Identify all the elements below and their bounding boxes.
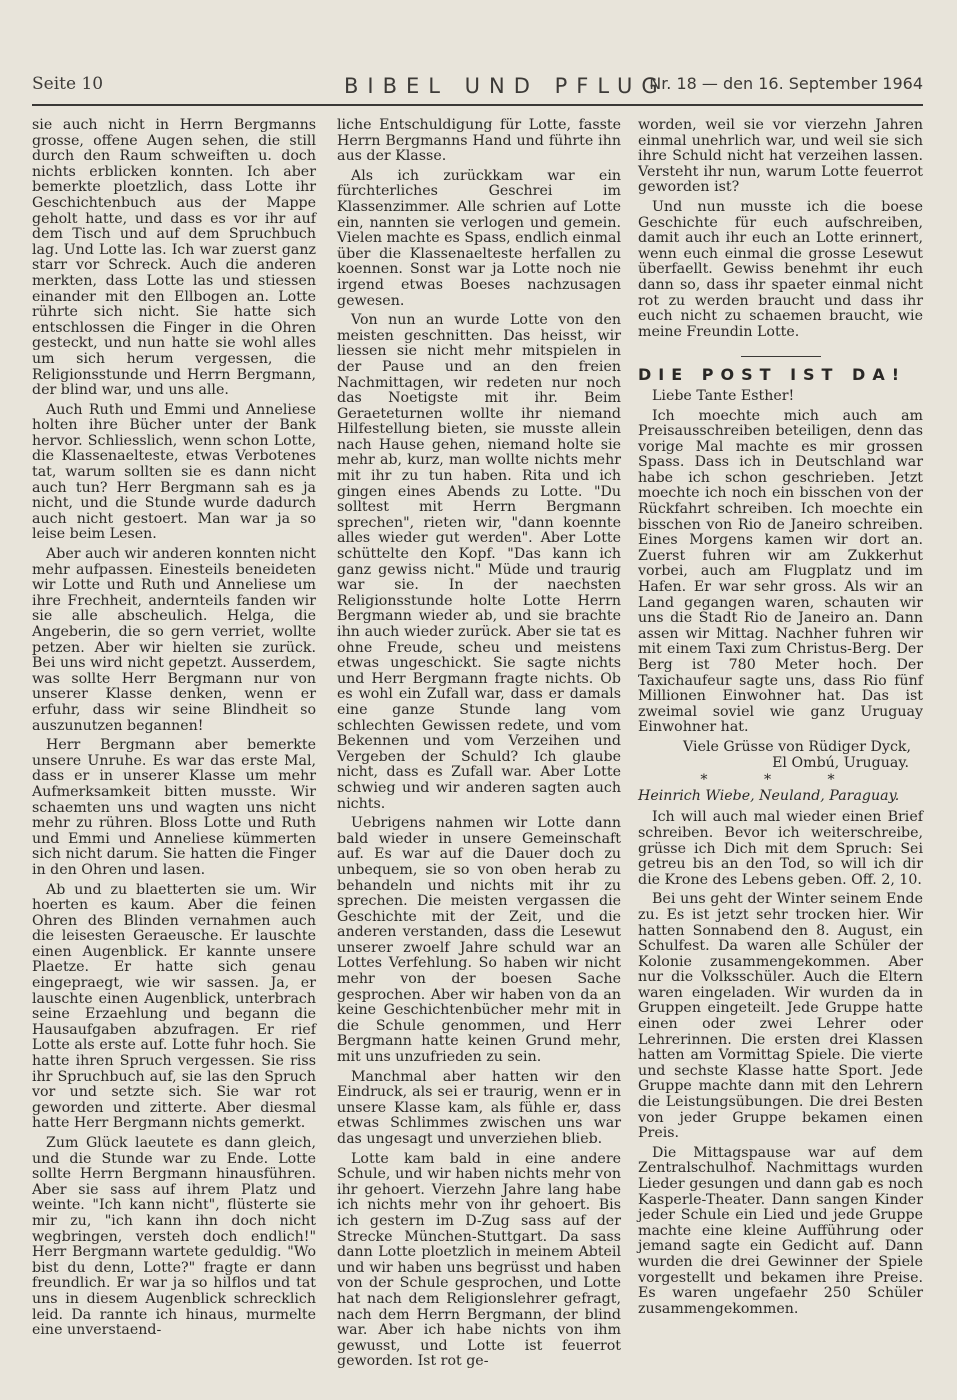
column-1 — [32, 118, 316, 1343]
paragraph: Herr Bergmann aber bemerkte unsere Unruhe. Es war das erste Mal, dass er in unserer Klasse um mehr Aufmerksamkeit bitten musste. Wir schaemten uns und wagten uns nicht mehr zu rühren. Bloss Lotte und Ruth und Emmi und Anneliese kümmerten sich nicht darum. Sie hatten die Finger in den Ohren und lasen. — [32, 737, 316, 878]
letter-signature: Viele Grüsse von Rüdiger Dyck, — [683, 738, 911, 755]
paragraph: Die Mittagspause war auf dem Zentralschulhof. Nachmittags wurden Lieder gesungen und dann gab es noch Kasperle-Theater. Dann sangen Kinder jeder Schule ein Lied und jede Gruppe machte eine kleine Aufführung oder jemand sagte ein Gedicht auf. Dann wurden die drei Gewinner der Spiele vorgestellt und bekamen ihre Preise. Es waren ungefaehr 250 Schüler zusammengekommen. — [638, 1144, 923, 1317]
paragraph: Manchmal aber hatten wir den Eindruck, als sei er traurig, wenn er in unsere Klasse kam, als fühle er, dass etwas Schlimmes zwischen uns war das ungesagt und unverziehen blieb. — [337, 1068, 621, 1147]
paragraph: Zum Glück laeutete es dann gleich, und die Stunde war zu Ende. Lotte sollte Herrn Bergmann hinausführen. Aber sie sass auf ihrem Platz und weinte. "Ich kann nicht", flüsterte sie mir zu, "ich kann ihn doch nicht wegbringen, versteh doch endlich!" Herr Bergmann wartete geduldig. "Wo bist du denn, Lotte?" fragte er dann freundlich. Er war ja so hilflos und tat uns in diesem Augenblick schrecklich leid. Da rannte ich hinaus, murmelte eine unverstaend- — [32, 1135, 316, 1339]
paragraph: Ich moechte mich auch am Preisausschreiben beteiligen, denn das vorige Mal machte es mir grossen Spass. Dass ich in Deutschland war habe ich schon geschrieben. Jetzt moechte ich noch ein bisschen von der Rückfahrt schreiben. Ich moechte ein bisschen von Rio de Janeiro schreiben. Eines Morgens kamen wir dort an. Zuerst fuhren wir am Zukkerhut vorbei, auch am Flugplatz und im Hafen. Er war sehr gross. Als wir an Land gegangen waren, schauten wir uns die Stadt Rio de Janeiro an. Dann assen wir Mittag. Nachher fuhren wir mit einem Taxi zum Christus-Berg. Der Berg ist 780 Meter hoch. Der Taxichaufeur sagte uns, dass Rio fünf Millionen Einwohner hat. Das ist zweimal soviel wie ganz Uruguay Einwohner hat. — [638, 407, 923, 736]
issue-date: Nr. 18 — den 16. September 1964 — [649, 74, 923, 93]
paragraph: Auch Ruth und Emmi und Anneliese holten ihre Bücher unter der Bank hervor. Schliesslich, wenn schon Lotte, die Klassenaelteste, etwas Verbotenes tat, warum sollten sie es dann nicht auch tun? Herr Bergmann sah es ja nicht, und die Stunde wurde dadurch auch nicht gestoert. Man war ja so leise beim Lesen. — [32, 401, 316, 543]
paragraph: sie auch nicht in Herrn Bergmanns grosse, offene Augen sehen, die still durch den Raum schweiften u. doch nichts erblicken konnten. Ich aber bemerkte ploetzlich, dass Lotte ihr Geschichtenbuch aus der Mappe geholt hatte, und dass es vor ihr auf dem Tisch und auf dem Spruchbuch lag. Und Lotte las. Ich war zuerst ganz starr vor Schreck. Auch die anderen merkten, dass Lotte las und stiessen einander mit den Ellbogen an. Lotte rührte sich nicht. Sie hatte sich entschlossen die Finger in die Ohren gesteckt, und nun hatte sie wohl alles um sich herum vergessen, die Religionsstunde und Herrn Bergmann, der blind war, und uns alle. — [32, 117, 316, 399]
letter-sender: Heinrich Wiebe, Neuland, Paraguay. — [638, 787, 900, 804]
column-2 — [337, 118, 621, 1374]
paragraph: Ab und zu blaetterten sie um. Wir hoerten es kaum. Aber die feinen Ohren des Blinden vernahmen auch die leisesten Geraeusche. Er lauschte einen Augenblick. Er kannte unsere Plaetze. Er hatte sich genau eingepraegt, wie wir sassen. Ja, er lauschte einen Augenblick, unterbrach seine Erzaehlung und begann die Hausaufgaben abzufragen. Er rief Lotte als erste auf. Lotte fuhr hoch. Sie hatte ihren Spruch vergessen. Sie riss ihr Spruchbuch auf, sie las den Spruch vor und setzte sich. Sie war rot geworden und zitterte. Aber diesmal hatte Herr Bergmann nichts gemerkt. — [32, 881, 316, 1132]
section-divider — [741, 356, 821, 357]
paragraph: Bei uns geht der Winter seinem Ende zu. Es ist jetzt sehr trocken hier. Wir hatten Sonnabend den 8. August, ein Schulfest. Da waren alle Schüler der Kolonie zusammengekommen. Aber nur die Volksschüler. Auch die Eltern waren eingeladen. Wir wurden da in Gruppen eingeteilt. Jede Gruppe hatte einen oder zwei Lehrer oder Lehrerinnen. Die ersten drei Klassen hatten am Vormittag Spiele. Die vierte und sechste Klasse hatte Sport. Jede Gruppe machte dann mit den Lehrern die Leistungsübungen. Die drei Besten von jeder Gruppe bekamen einen Preis. — [638, 891, 923, 1142]
paragraph: Uebrigens nahmen wir Lotte dann bald wieder in unsere Gemeinschaft auf. Es war auf die Dauer doch zu unbequem, sie so von oben herab zu behandeln und nichts mit ihr zu sprechen. Die meisten vergassen die Geschichte mit der Zeit, und die anderen verstanden, dass die Lesewut unserer zwoelf Jahre schuld war an Lottes Verfehlung. So haben wir nicht mehr von der boesen Sache gesprochen. Aber wir haben von da an keine Geschichtenbücher mehr mit in die Schule genommen, und Herr Bergmann hatte keinen Grund mehr, mit uns unzufrieden zu sein. — [337, 815, 621, 1066]
paragraph: Aber auch wir anderen konnten nicht mehr aufpassen. Einesteils beneideten wir Lotte und Ruth und Anneliese um ihre Frechheit, andernteils fanden wir sie alle abscheulich. Helga, die Angeberin, die so gern verriet, wollte petzen. Aber wir hielten sie zurück. Bei uns wird nicht gepetzt. Ausserdem, was sollte Herr Bergmann nur von unserer Klasse denken, wenn er erfuhr, dass wir seine Blindheit so auszunutzen begannen! — [32, 546, 316, 734]
letter-greeting: Liebe Tante Esther! — [652, 387, 795, 404]
page-header — [32, 72, 923, 106]
paragraph: Ich will auch mal wieder einen Brief schreiben. Bevor ich weiterschreibe, grüsse ich Dich mit dem Spruch: Sei getreu bis an den Tod, so will ich dir die Krone des Lebens geben. Off. 2, 10. — [638, 809, 923, 888]
paragraph: Als ich zurückkam war ein fürchterliches Geschrei im Klassenzimmer. Alle schrien auf Lotte ein, nannten sie verlogen und gemein. Vielen machte es Spass, endlich einmal über die Klassenaelteste herfallen zu koennen. Sonst war ja Lotte noch nie irgend etwas Boeses nachzusagen gewesen. — [337, 167, 621, 309]
separator-stars: * * * — [700, 772, 861, 789]
column-3 — [638, 118, 923, 1321]
letter-signature-place: El Ombú, Uruguay. — [772, 754, 909, 771]
section-title-post: DIE POST IST DA! — [638, 365, 906, 385]
page-number: Seite 10 — [32, 74, 104, 94]
publication-title: BIBEL UND PFLUG — [344, 74, 667, 98]
paragraph: liche Entschuldigung für Lotte, fasste Herrn Bergmanns Hand und führte ihn aus der Klasse. — [337, 117, 621, 165]
paragraph: Von nun an wurde Lotte von den meisten geschnitten. Das heisst, wir liessen sie nicht mehr mitspielen in der Pause und an den freien Nachmittagen, wir redeten nur noch das Noetigste mit ihr. Beim Geraeteturnen wollte ihr niemand Hilfestellung bieten, sie musste allein nach Hause gehen, niemand holte sie mehr ab, kurz, man wollte nichts mehr mit ihr zu tun haben. Rita und ich gingen eines Abends zu Lotte. "Du solltest mit Herrn Bergmann sprechen", rieten wir, "dann koennte alles wieder gut werden". Aber Lotte schüttelte den Kopf. "Das kann ich ganz gewiss nicht." Müde und traurig war sie. In der naechsten Religionsstunde holte Lotte Herrn Bergmann wieder ab, und sie brachte ihn auch wieder zurück. Aber sie tat es ohne Freude, scheu und meistens etwas ungeschickt. Sie sagte nichts und Herr Bergmann fragte nichts. Ob es wohl ein Zufall war, dass er damals eine ganze Stunde lang vom schlechten Gewissen redete, und vom Bekennen und vom Verzeihen und Vergeben der Schuld? Ich glaube nicht, dass es Zufall war. Aber Lotte schwieg und wir anderen sagten auch nichts. — [337, 312, 621, 812]
paragraph: Und nun musste ich die boese Geschichte für euch aufschreiben, damit auch ihr euch an Lotte erinnert, wenn euch einmal die grosse Lesewut überfaellt. Gewiss benehmt ihr euch dann so, dass ihr spaeter einmal nicht rot zu werden braucht und dass ihr euch nicht zu schaemen braucht, wie meine Freundin Lotte. — [638, 198, 923, 340]
paragraph: Lotte kam bald in eine andere Schule, und wir haben nichts mehr von ihr gehoert. Vierzehn Jahre lang habe ich nichts mehr von ihr gehoert. Bis ich gestern im D-Zug sass auf der Strecke München-Stuttgart. Da sass dann Lotte ploetzlich in meinem Abteil und wir haben uns begrüsst und haben von der Schule gesprochen, und Lotte hat nach dem Religionslehrer gefragt, nach dem Herrn Bergmann, der blind war. Aber ich habe nichts von ihm gewusst, und Lotte ist feuerrot geworden. Ist rot ge- — [337, 1150, 621, 1370]
paragraph: worden, weil sie vor vierzehn Jahren einmal unehrlich war, und weil sie sich ihre Schuld nicht hat verzeihen lassen. Versteht ihr nun, warum Lotte feuerrot geworden ist? — [638, 117, 923, 196]
